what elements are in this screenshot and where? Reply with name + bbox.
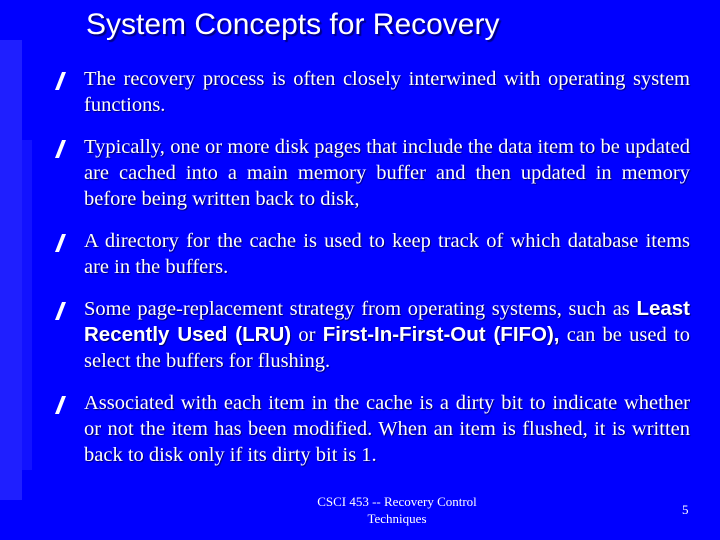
bullet-text xyxy=(84,228,690,280)
bullet-text-run: Typically, one or more disk pages that include the data item to be updated are cached into a main memory buffer and then updated in memory before being written back to disk, xyxy=(84,136,690,210)
slash-bullet-icon xyxy=(54,140,68,158)
bullet-text-bold-run: Least Recently Used (LRU) xyxy=(84,297,690,346)
bullet-text xyxy=(84,134,690,212)
slash-bullet-icon xyxy=(54,72,68,90)
slash-bullet-icon xyxy=(54,396,68,414)
slash-bullet-icon xyxy=(54,302,68,320)
slash-bullet-icon xyxy=(54,234,68,252)
bullet-text-run: The recovery process is often closely interwined with operating system functions. xyxy=(84,68,690,116)
bullet-text-run: or xyxy=(291,324,323,346)
bullet-text xyxy=(84,296,690,374)
bullet-text xyxy=(84,66,690,118)
bullet-text-run: Associated with each item in the cache is a dirty bit to indicate whether or not the item has been modified. When an item is flushed, it is written back to disk only if its dirty bit is 1. xyxy=(84,392,690,466)
slide-title: System Concepts for Recovery xyxy=(86,8,500,41)
bullet-text-run: Some page-replacement strategy from operating systems, such as xyxy=(84,298,637,320)
page-number: 5 xyxy=(682,502,689,517)
bullet-text-bold-run: First-In-First-Out (FIFO), xyxy=(322,323,560,346)
bullet-text xyxy=(84,390,690,468)
slide-footer: CSCI 453 -- Recovery Control Techniques xyxy=(317,494,477,526)
bullet-text-run: can be used to select the buffers for flushing. xyxy=(84,324,691,372)
bullet-text-run: A directory for the cache is used to keep track of which database items are in the buffers. xyxy=(84,230,690,278)
